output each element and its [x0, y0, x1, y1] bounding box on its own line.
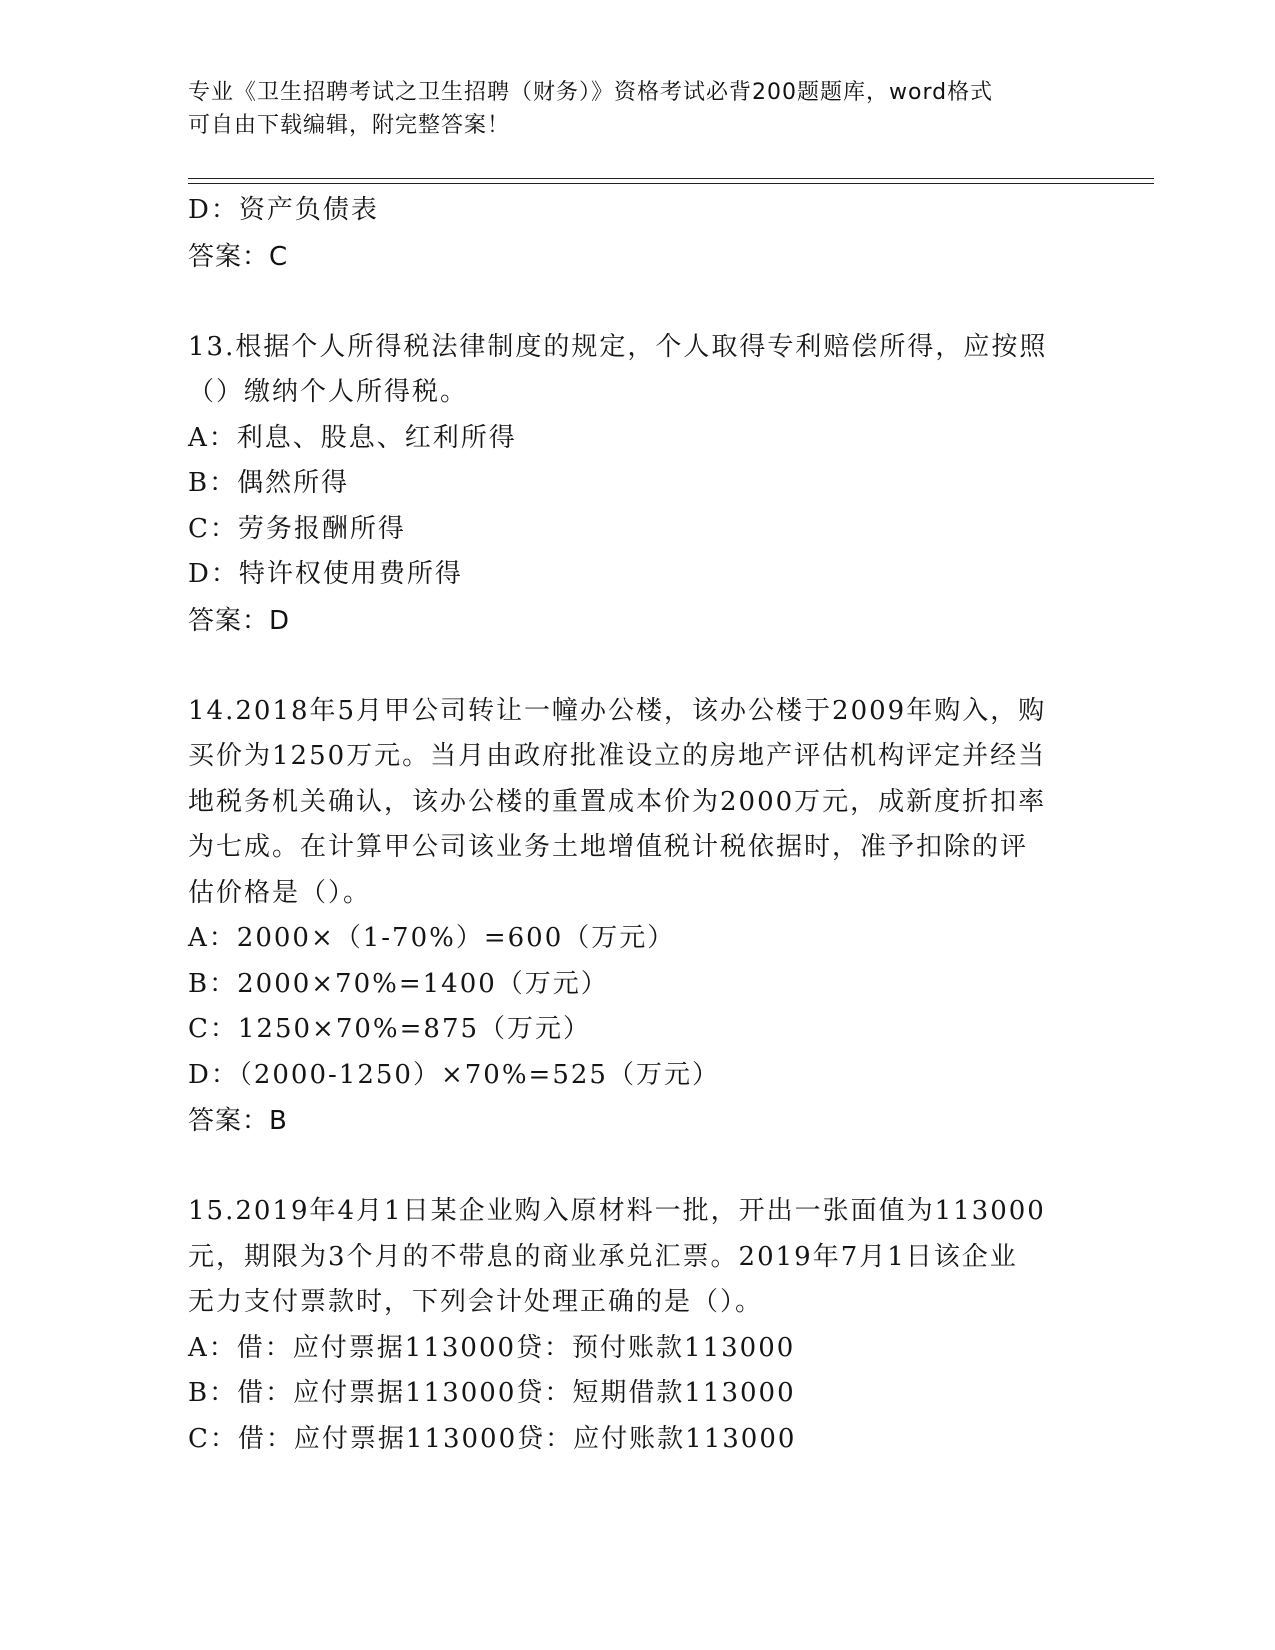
option-d: D：（2000-1250）×70%=525（万元） [188, 1059, 720, 1090]
question-15 [188, 1189, 1088, 1462]
spacer [188, 644, 1088, 689]
option-c: C：借：应付票据113000贷：应付账款113000 [188, 1423, 797, 1454]
option-c: C：1250×70%=875（万元） [188, 1014, 592, 1044]
option-a: A：借：应付票据113000贷：预付账款113000 [188, 1332, 796, 1363]
question-stem-line: 15.2019年4月1日某企业购入原材料一批，开出一张面值为113000 [188, 1196, 1046, 1226]
header-line-2: 可自由下载编辑，附完整答案！ [188, 113, 511, 138]
option-a: A：利息、股息、红利所得 [188, 422, 517, 453]
option-d: D：资产负债表 [188, 195, 379, 225]
question-stem-line: 估价格是（）。 [188, 877, 372, 908]
header-line-1: 专业《卫生招聘考试之卫生招聘（财务）》资格考试必背200题题库，word格式 [188, 80, 994, 105]
option-d: D：特许权使用费所得 [188, 559, 463, 589]
option-b: B：2000×70%=1400（万元） [188, 968, 609, 999]
question-stem-line: 地税务机关确认，该办公楼的重置成本价为2000万元，成新度折扣率 [188, 786, 1047, 817]
answer-line: 答案：D [188, 605, 291, 636]
spacer [188, 1144, 1088, 1189]
question-12-tail [188, 188, 1088, 280]
option-c: C：劳务报酬所得 [188, 513, 406, 544]
answer-line: 答案：C [188, 241, 289, 272]
header-divider-top [188, 178, 1154, 179]
question-stem-line: 为七成。在计算甲公司该业务土地增值税计税依据时，准予扣除的评 [188, 832, 1029, 862]
answer-line: 答案：B [188, 1106, 288, 1136]
question-stem-line: 无力支付票款时，下列会计处理正确的是（）。 [188, 1287, 764, 1317]
question-14 [188, 689, 1088, 1145]
header-divider-bottom [188, 183, 1154, 184]
document-header [188, 76, 1068, 142]
option-a: A：2000×（1-70%）=600（万元） [188, 923, 676, 953]
question-stem-line: 元，期限为3个月的不带息的商业承兑汇票。2019年7月1日该企业 [188, 1241, 1018, 1272]
document-body [188, 188, 1088, 1462]
question-stem-line: 13.根据个人所得税法律制度的规定，个人取得专利赔偿所得，应按照 [188, 331, 1048, 362]
question-13 [188, 325, 1088, 644]
option-b: B：借：应付票据113000贷：短期借款113000 [188, 1378, 796, 1408]
spacer [188, 280, 1088, 325]
question-stem-line: 14.2018年5月甲公司转让一幢办公楼，该办公楼于2009年购入，购 [188, 695, 1047, 726]
question-stem-line: （）缴纳个人所得税。 [188, 377, 469, 407]
option-b: B：偶然所得 [188, 468, 350, 498]
question-stem-line: 买价为1250万元。当月由政府批准设立的房地产评估机构评定并经当 [188, 741, 1047, 771]
